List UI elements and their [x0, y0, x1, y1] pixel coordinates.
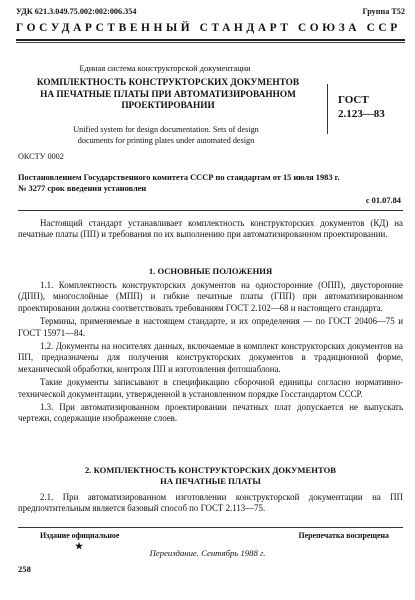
document-title	[18, 78, 318, 113]
footer-rule	[18, 527, 403, 528]
header-rule-thick	[16, 39, 405, 41]
paragraph: 1.3. При автоматизированном проектировании печатных плат допускается не выпускать чертежи, содержащие изображение слоев.	[18, 402, 403, 424]
effective-date: с 01.07.84	[365, 196, 401, 205]
intro-text	[18, 218, 403, 243]
decree-text	[18, 173, 403, 194]
section-1-title: 1. ОСНОВНЫЕ ПОЛОЖЕНИЯ	[148, 266, 273, 276]
udk-code: УДК 621.3.049.75.002:002:006.354	[16, 7, 137, 16]
paragraph: 1.1. Комплектность конструкторских документов на односторонние (ОПП), двусторонние (ДПП), многослойные (МПП) и гибкие печатные платы (ГПП) при автоматизированном проектировании должна соответствовать требованиям ГОСТ 2.102—68 и настоящего стандарта.	[18, 280, 403, 313]
gost-label: ГОСТ	[338, 94, 369, 106]
intro-paragraph: Настоящий стандарт устанавливает комплектность конструкторских документов (КД) на печатные платы (ПП) и требования по их выполнению при автоматизированном проектировании.	[18, 218, 403, 240]
star-icon: ★	[75, 541, 84, 551]
header-line	[16, 7, 405, 16]
gost-divider	[327, 84, 328, 134]
standard-banner: ГОСУДАРСТВЕННЫЙ СТАНДАРТ СОЮЗА ССР	[16, 22, 401, 34]
official-edition: Издание официальное	[40, 531, 120, 540]
decree-line: Постановлением Государственного комитета СССР по стандартам от 15 июля 1983 г.	[18, 173, 340, 182]
section-2-body	[18, 492, 403, 517]
page-number: 258	[18, 564, 31, 574]
paragraph: 2.1. При автоматизированном изготовлении конструкторской документации на ПП предпочтительным является базовый способ по ГОСТ 2.113—75.	[18, 492, 403, 514]
paragraph: Такие документы записывают в спецификацию сборочной единицы согласно нормативно-технической документации, утвержденной в установленном порядке Госстандартом СССР.	[18, 377, 403, 399]
title-line: НА ПЕЧАТНЫЕ ПЛАТЫ ПРИ АВТОМАТИЗИРОВАННОМ	[40, 89, 296, 100]
section-2-title-line: 2. КОМПЛЕКТНОСТЬ КОНСТРУКТОРСКИХ ДОКУМЕНТОВ	[85, 465, 336, 475]
gost-designation	[338, 93, 385, 121]
system-name: Единая система конструкторской документации	[79, 64, 251, 73]
okstu-code: ОКСТУ 0002	[18, 152, 64, 161]
title-line: КОМПЛЕКТНОСТЬ КОНСТРУКТОРСКИХ ДОКУМЕНТОВ	[36, 78, 300, 88]
gost-number: 2.123—83	[338, 108, 385, 120]
header-rule-thin	[16, 42, 405, 43]
reprint-note: Переиздание. Сентябрь 1988 г.	[149, 548, 266, 558]
section-2-title	[18, 465, 403, 487]
english-title	[16, 125, 316, 146]
paragraph: 1.2. Документы на носителях данных, включаемые в комплект конструкторских документов на ПП, предназначены для получения конструкторских документов в традиционной форме, механической обработки, контроля ПП и изготовления фотошаблона.	[18, 341, 403, 374]
reprint-prohibited: Перепечатка воспрещена	[298, 531, 389, 540]
section-2-title-line: НА ПЕЧАТНЫЕ ПЛАТЫ	[160, 475, 261, 486]
title-line: ПРОЕКТИРОВАНИИ	[121, 101, 215, 111]
english-title-line: Unified system for design documentation. Sets of design	[73, 125, 259, 134]
section-1-body	[18, 280, 403, 427]
decree-rule	[18, 210, 403, 211]
decree-line: № 3277 срок введения установлен	[18, 183, 147, 193]
english-title-line: documents for printing plates under automated design	[77, 135, 255, 145]
group-code: Группа Т52	[362, 7, 405, 16]
paragraph: Термины, применяемые в настоящем стандарте, и их определения — по ГОСТ 20406—75 и ГОСТ 15971—84.	[18, 316, 403, 338]
